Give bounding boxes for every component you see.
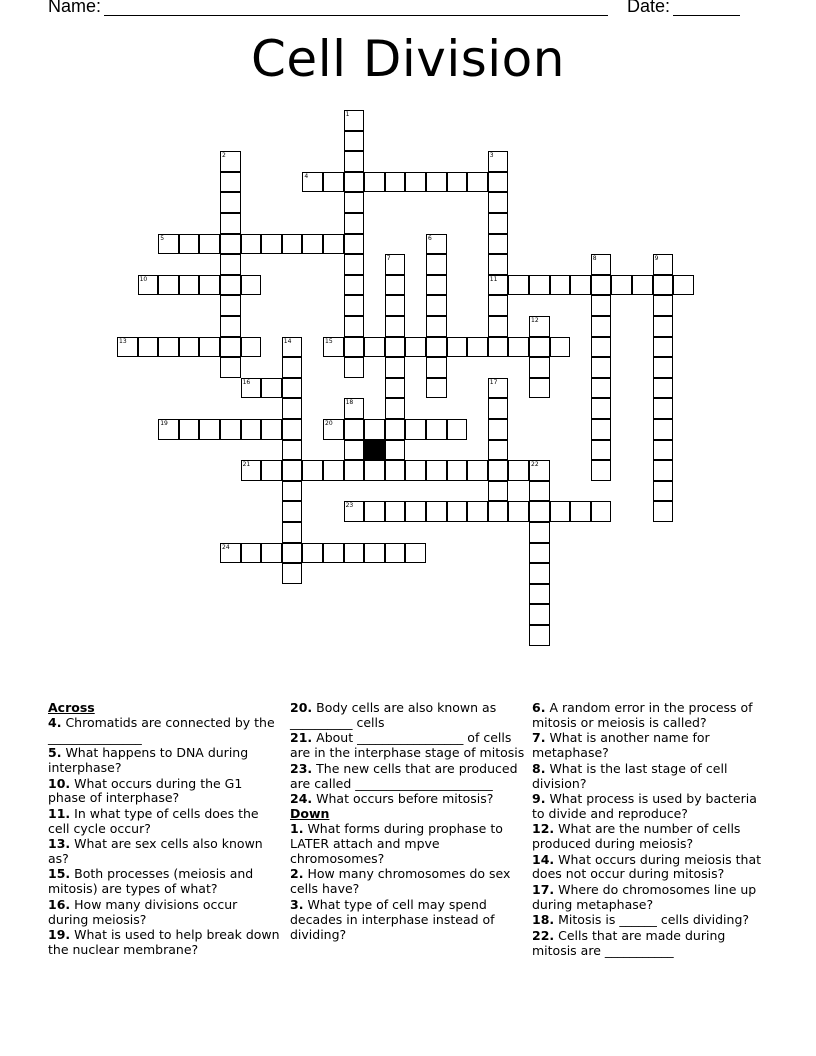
grid-cell[interactable] — [241, 419, 262, 440]
clue-number: 5 — [160, 234, 165, 242]
clue-number: 8 — [592, 255, 597, 263]
grid-cell[interactable] — [344, 398, 365, 419]
grid-cell[interactable] — [653, 295, 674, 316]
grid-cell[interactable] — [591, 357, 612, 378]
grid-cell[interactable] — [220, 316, 241, 337]
grid-cell[interactable] — [385, 398, 406, 419]
grid-cell[interactable] — [426, 234, 447, 255]
grid-cell[interactable] — [653, 440, 674, 461]
grid-cell[interactable] — [282, 563, 303, 584]
grid-cell[interactable] — [488, 378, 509, 399]
grid-cell[interactable] — [529, 625, 550, 646]
clue-number: 4 — [304, 172, 309, 180]
name-label: Name: — [48, 0, 102, 16]
clue-down-2: 2. How many chromosomes do sex cells have? — [290, 866, 511, 897]
clue-number: 3 — [489, 152, 494, 160]
grid-cell[interactable] — [653, 481, 674, 502]
grid-cell[interactable] — [261, 460, 282, 481]
grid-cell[interactable] — [385, 275, 406, 296]
black-square — [364, 440, 385, 461]
grid-cell[interactable] — [447, 460, 468, 481]
grid-cell[interactable] — [529, 275, 550, 296]
clue-number: 12 — [531, 317, 539, 324]
grid-cell[interactable] — [282, 234, 303, 255]
grid-cell[interactable] — [241, 460, 262, 481]
grid-cell[interactable] — [550, 275, 571, 296]
grid-cell[interactable] — [117, 337, 138, 358]
grid-cell[interactable] — [529, 378, 550, 399]
clue-number: 20 — [325, 420, 333, 427]
grid-cell[interactable] — [529, 522, 550, 543]
grid-cell[interactable] — [138, 337, 159, 358]
clues-column-3 — [532, 701, 764, 959]
grid-cell[interactable] — [488, 234, 509, 255]
grid-cell[interactable] — [529, 460, 550, 481]
clue-number: 24 — [222, 543, 230, 551]
grid-cell[interactable] — [467, 501, 488, 522]
grid-cell[interactable] — [488, 275, 509, 296]
clue-down-12: 12. What are the number of cells produced during meiosis? — [532, 821, 741, 852]
grid-cell[interactable] — [529, 316, 550, 337]
grid-cell[interactable] — [220, 234, 241, 255]
grid-cell[interactable] — [385, 378, 406, 399]
grid-cell[interactable] — [529, 337, 550, 358]
grid-cell[interactable] — [179, 419, 200, 440]
grid-cell[interactable] — [591, 440, 612, 461]
grid-cell[interactable] — [488, 460, 509, 481]
grid-cell[interactable] — [591, 316, 612, 337]
grid-cell[interactable] — [405, 460, 426, 481]
grid-cell[interactable] — [467, 172, 488, 193]
grid-cell[interactable] — [302, 460, 323, 481]
grid-cell[interactable] — [550, 337, 571, 358]
grid-cell[interactable] — [220, 275, 241, 296]
grid-cell[interactable] — [529, 357, 550, 378]
grid-cell[interactable] — [282, 378, 303, 399]
clue-down-22: 22. Cells that are made during mitosis are ___________ — [532, 927, 726, 958]
grid-cell[interactable] — [261, 543, 282, 564]
grid-cell[interactable] — [488, 501, 509, 522]
grid-cell[interactable] — [447, 337, 468, 358]
grid-cell[interactable] — [364, 460, 385, 481]
clue-number: 1 — [345, 111, 350, 118]
clue-down-9: 9. What process is used by bacteria to divide and reproduce? — [532, 790, 757, 821]
grid-cell[interactable] — [261, 234, 282, 255]
grid-cell[interactable] — [364, 419, 385, 440]
grid-cell[interactable] — [426, 254, 447, 275]
grid-cell[interactable] — [488, 254, 509, 275]
grid-cell[interactable] — [302, 234, 323, 255]
clue-across-10: 10. What occurs during the G1 phase of interphase? — [48, 775, 243, 806]
across-heading: Across — [48, 700, 95, 715]
clue-down-6: 6. A random error in the process of mitosis or meiosis is called? — [532, 700, 753, 730]
grid-cell[interactable] — [426, 460, 447, 481]
down-heading: Down — [290, 806, 330, 822]
clue-across-19: 19. What is used to help break down the nuclear membrane? — [48, 927, 280, 957]
grid-cell[interactable] — [220, 192, 241, 213]
grid-cell[interactable] — [426, 357, 447, 378]
grid-cell[interactable] — [282, 522, 303, 543]
grid-cell[interactable] — [385, 543, 406, 564]
grid-cell[interactable] — [508, 337, 529, 358]
date-label: Date: — [627, 0, 671, 16]
grid-cell[interactable] — [261, 378, 282, 399]
grid-cell[interactable] — [282, 543, 303, 564]
clue-across-4: 4. Chromatids are connected by the _______________ — [48, 714, 275, 745]
grid-cell[interactable] — [364, 337, 385, 358]
clue-down-14: 14. What occurs during meiosis that does not occur during mitosis? — [532, 851, 762, 882]
grid-cell[interactable] — [405, 501, 426, 522]
grid-cell[interactable] — [570, 501, 591, 522]
clue-number: 18 — [345, 399, 354, 407]
grid-cell[interactable] — [488, 419, 509, 440]
grid-cell[interactable] — [282, 337, 303, 358]
grid-cell[interactable] — [653, 275, 674, 296]
grid-cell[interactable] — [673, 275, 694, 296]
grid-cell[interactable] — [508, 275, 529, 296]
grid-cell[interactable] — [323, 419, 344, 440]
grid-cell[interactable] — [591, 501, 612, 522]
clue-number: 23 — [345, 502, 354, 510]
grid-cell[interactable] — [529, 604, 550, 625]
page-title: Cell Division — [251, 30, 565, 88]
grid-cell[interactable] — [344, 110, 365, 131]
grid-cell[interactable] — [467, 337, 488, 358]
clue-down-7: 7. What is another name for metaphase? — [532, 730, 710, 761]
grid-cell[interactable] — [426, 275, 447, 296]
grid-cell[interactable] — [282, 357, 303, 378]
clue-number: 15 — [325, 337, 333, 345]
grid-cell[interactable] — [591, 419, 612, 440]
grid-cell[interactable] — [261, 419, 282, 440]
grid-cell[interactable] — [653, 357, 674, 378]
grid-cell[interactable] — [653, 316, 674, 337]
grid-cell[interactable] — [653, 378, 674, 399]
grid-cell[interactable] — [488, 172, 509, 193]
grid-cell[interactable] — [344, 316, 365, 337]
grid-cell[interactable] — [385, 460, 406, 481]
grid-cell[interactable] — [488, 337, 509, 358]
grid-cell[interactable] — [241, 543, 262, 564]
clue-across-23: 23. The new cells that are produced are called ______________________ — [290, 760, 518, 791]
grid-cell[interactable] — [467, 460, 488, 481]
grid-cell[interactable] — [591, 275, 612, 296]
grid-cell[interactable] — [179, 337, 200, 358]
grid-cell[interactable] — [653, 254, 674, 275]
clue-across-15: 15. Both processes (meiosis and mitosis) are types of what? — [48, 866, 254, 897]
grid-cell[interactable] — [426, 295, 447, 316]
grid-cell[interactable] — [344, 275, 365, 296]
grid-cell[interactable] — [550, 501, 571, 522]
grid-cell[interactable] — [632, 275, 653, 296]
grid-cell[interactable] — [488, 295, 509, 316]
grid-cell[interactable] — [653, 460, 674, 481]
grid-cell[interactable] — [653, 398, 674, 419]
clue-number: 6 — [428, 234, 432, 242]
clue-number: 19 — [160, 420, 168, 427]
grid-cell[interactable] — [344, 295, 365, 316]
grid-cell[interactable] — [385, 172, 406, 193]
clue-number: 22 — [531, 461, 539, 469]
grid-cell[interactable] — [426, 419, 447, 440]
grid-cell[interactable] — [302, 543, 323, 564]
clue-number: 10 — [139, 275, 148, 283]
clue-down-18: 18. Mitosis is ______ cells dividing? — [532, 912, 750, 928]
grid-cell[interactable] — [385, 419, 406, 440]
clues-column-1 — [48, 701, 280, 958]
grid-cell[interactable] — [405, 543, 426, 564]
clue-across-21: 21. About _________________ of cells are in the interphase stage of mitosis — [290, 730, 525, 761]
grid-cell[interactable] — [405, 172, 426, 193]
grid-cell[interactable] — [282, 440, 303, 461]
grid-cell[interactable] — [488, 398, 509, 419]
grid-cell[interactable] — [364, 501, 385, 522]
grid-cell[interactable] — [529, 584, 550, 605]
grid-cell[interactable] — [488, 213, 509, 234]
grid-cell[interactable] — [426, 337, 447, 358]
grid-cell[interactable] — [529, 563, 550, 584]
grid-cell[interactable] — [282, 481, 303, 502]
grid-cell[interactable] — [282, 419, 303, 440]
grid-cell[interactable] — [199, 275, 220, 296]
grid-cell[interactable] — [447, 172, 468, 193]
grid-cell[interactable] — [611, 275, 632, 296]
grid-cell[interactable] — [344, 337, 365, 358]
grid-cell[interactable] — [282, 398, 303, 419]
grid-cell[interactable] — [241, 275, 262, 296]
grid-cell[interactable] — [220, 543, 241, 564]
grid-cell[interactable] — [344, 131, 365, 152]
clue-number: 17 — [489, 378, 498, 386]
clue-down-8: 8. What is the last stage of cell division? — [532, 760, 728, 791]
grid-cell[interactable] — [344, 501, 365, 522]
grid-cell[interactable] — [385, 357, 406, 378]
grid-cell[interactable] — [488, 192, 509, 213]
grid-cell[interactable] — [591, 337, 612, 358]
clue-across-20: 20. Body cells are also known as __________ cells — [290, 700, 497, 730]
grid-cell[interactable] — [529, 501, 550, 522]
grid-cell[interactable] — [344, 357, 365, 378]
grid-cell[interactable] — [158, 419, 179, 440]
grid-cell[interactable] — [344, 172, 365, 193]
grid-cell[interactable] — [508, 501, 529, 522]
grid-cell[interactable] — [344, 254, 365, 275]
grid-cell[interactable] — [158, 234, 179, 255]
grid-cell[interactable] — [138, 275, 159, 296]
grid-cell[interactable] — [405, 419, 426, 440]
grid-cell[interactable] — [344, 419, 365, 440]
grid-cell[interactable] — [426, 172, 447, 193]
grid-cell[interactable] — [385, 254, 406, 275]
clue-number: 21 — [242, 461, 251, 469]
grid-cell[interactable] — [426, 316, 447, 337]
grid-cell[interactable] — [282, 460, 303, 481]
grid-cell[interactable] — [488, 316, 509, 337]
grid-cell[interactable] — [344, 440, 365, 461]
grid-cell[interactable] — [591, 295, 612, 316]
grid-cell[interactable] — [220, 419, 241, 440]
grid-cell[interactable] — [488, 440, 509, 461]
clue-down-1: 1. What forms during prophase to LATER attach and mpve chromosomes? — [290, 821, 503, 867]
grid-cell[interactable] — [344, 192, 365, 213]
grid-cell[interactable] — [529, 481, 550, 502]
grid-cell[interactable] — [302, 172, 323, 193]
grid-cell[interactable] — [653, 337, 674, 358]
grid-cell[interactable] — [591, 460, 612, 481]
grid-cell[interactable] — [179, 234, 200, 255]
clue-down-17: 17. Where do chromosomes line up during metaphase? — [532, 881, 757, 912]
grid-cell[interactable] — [323, 172, 344, 193]
grid-cell[interactable] — [220, 337, 241, 358]
grid-cell[interactable] — [385, 440, 406, 461]
grid-cell[interactable] — [385, 295, 406, 316]
clue-down-3: 3. What type of cell may spend decades in interphase instead of dividing? — [290, 896, 495, 942]
grid-cell[interactable] — [220, 151, 241, 172]
clue-across-5: 5. What happens to DNA during interphase? — [48, 745, 249, 776]
clue-across-16: 16. How many divisions occur during meiosis? — [48, 896, 238, 927]
clue-number: 16 — [242, 378, 251, 386]
grid-cell[interactable] — [241, 378, 262, 399]
clue-number: 13 — [119, 337, 127, 345]
grid-cell[interactable] — [385, 501, 406, 522]
grid-cell[interactable] — [344, 151, 365, 172]
grid-cell[interactable] — [447, 419, 468, 440]
grid-cell[interactable] — [570, 275, 591, 296]
grid-cell[interactable] — [364, 543, 385, 564]
grid-cell[interactable] — [179, 275, 200, 296]
grid-cell[interactable] — [323, 460, 344, 481]
grid-cell[interactable] — [241, 234, 262, 255]
grid-cell[interactable] — [344, 543, 365, 564]
clues-column-2 — [290, 701, 526, 943]
grid-cell[interactable] — [323, 234, 344, 255]
grid-cell[interactable] — [220, 213, 241, 234]
grid-cell[interactable] — [344, 213, 365, 234]
grid-cell[interactable] — [591, 398, 612, 419]
grid-cell[interactable] — [488, 151, 509, 172]
grid-cell[interactable] — [199, 234, 220, 255]
clue-across-24: 24. What occurs before mitosis? — [290, 790, 494, 806]
grid-cell[interactable] — [405, 337, 426, 358]
grid-cell[interactable] — [591, 254, 612, 275]
grid-cell[interactable] — [344, 234, 365, 255]
grid-cell[interactable] — [323, 543, 344, 564]
grid-cell[interactable] — [158, 337, 179, 358]
grid-cell[interactable] — [220, 254, 241, 275]
grid-cell[interactable] — [282, 501, 303, 522]
clue-number: 11 — [489, 275, 498, 283]
grid-cell[interactable] — [323, 337, 344, 358]
grid-cell[interactable] — [199, 419, 220, 440]
clue-across-11: 11. In what type of cells does the cell cycle occur? — [48, 805, 259, 836]
clue-number: 7 — [386, 255, 391, 263]
grid-cell[interactable] — [220, 357, 241, 378]
grid-cell[interactable] — [220, 172, 241, 193]
grid-cell[interactable] — [447, 501, 468, 522]
grid-cell[interactable] — [488, 481, 509, 502]
grid-cell[interactable] — [158, 275, 179, 296]
grid-cell[interactable] — [385, 337, 406, 358]
grid-cell[interactable] — [220, 295, 241, 316]
clue-across-13: 13. What are sex cells also known as? — [48, 836, 263, 867]
grid-cell[interactable] — [385, 316, 406, 337]
clue-number: 14 — [283, 337, 292, 345]
grid-cell[interactable] — [426, 501, 447, 522]
grid-cell[interactable] — [591, 378, 612, 399]
grid-cell[interactable] — [344, 460, 365, 481]
grid-cell[interactable] — [653, 419, 674, 440]
grid-cell[interactable] — [364, 172, 385, 193]
clue-number: 9 — [654, 255, 659, 263]
grid-cell[interactable] — [426, 378, 447, 399]
grid-cell[interactable] — [529, 543, 550, 564]
grid-cell[interactable] — [241, 337, 262, 358]
clue-number: 2 — [222, 152, 226, 160]
grid-cell[interactable] — [508, 460, 529, 481]
grid-cell[interactable] — [199, 337, 220, 358]
grid-cell[interactable] — [653, 501, 674, 522]
